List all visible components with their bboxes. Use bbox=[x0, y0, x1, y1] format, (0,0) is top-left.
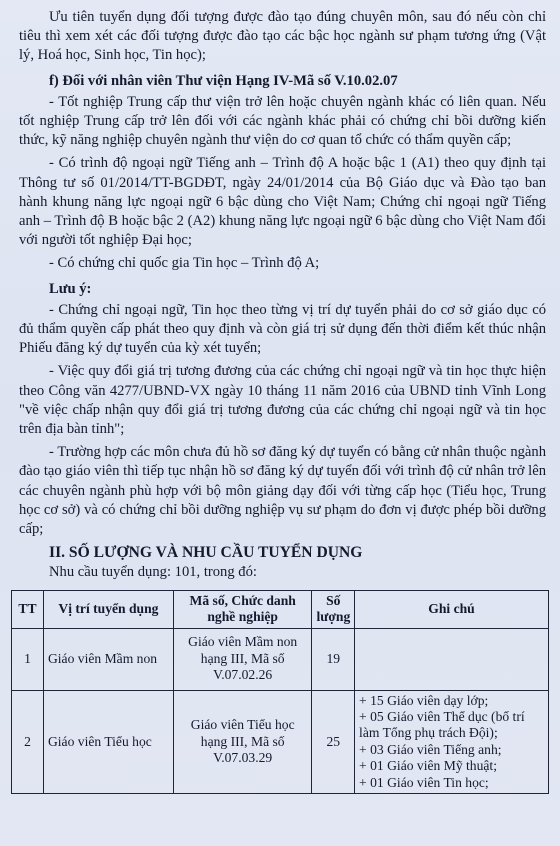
note-line: + 03 Giáo viên Tiếng anh; bbox=[359, 741, 502, 757]
section-heading-quantity: II. SỐ LƯỢNG VÀ NHU CẦU TUYỂN DỤNG bbox=[49, 544, 363, 562]
paragraph-priority: Ưu tiên tuyển dụng đối tượng được đào tạo đúng chuyên môn, sau đó nếu còn chỉ tiêu thì xem xét các đối tượng được đào tạo các bậc học ngành sư phạm tương ứng (Vật lý, Hoá học, Sinh học, Tin học); bbox=[19, 9, 546, 64]
row-quantity: 19 bbox=[312, 628, 355, 690]
row-note bbox=[355, 690, 549, 793]
table-row bbox=[12, 628, 549, 690]
recruitment-table bbox=[11, 590, 549, 794]
note-heading: Lưu ý: bbox=[49, 280, 92, 297]
row-tt: 2 bbox=[12, 690, 44, 793]
recruitment-needs: Nhu cầu tuyển dụng: 101, trong đó: bbox=[49, 564, 257, 581]
paragraph-equivalence: - Việc quy đổi giá trị tương đương của các chứng chỉ ngoại ngữ và tin học thực hiện theo Công văn 4277/UBND-VX ngày 10 tháng 11 năm 2016 của UBND tỉnh Vĩnh Long "về việc chấp nhận quy đổi giá trị tương đương của các chứng chỉ ngoại ngữ và tin học trên địa bàn tỉnh"; bbox=[19, 363, 546, 438]
row-code: Giáo viên Mầm non hạng III, Mã số V.07.02.26 bbox=[173, 628, 312, 690]
row-position: Giáo viên Mầm non bbox=[43, 628, 173, 690]
paragraph-certificate-validity: - Chứng chỉ ngoại ngữ, Tin học theo từng vị trí dự tuyển phải do cơ sở giáo dục có đủ thẩm quyền cấp phát theo quy định và còn giá trị sử dụng đến thời điểm kết thúc nhận Phiếu đăng ký dự tuyển của kỳ xét tuyển; bbox=[19, 301, 546, 357]
row-quantity: 25 bbox=[312, 690, 355, 793]
row-note bbox=[355, 628, 549, 690]
row-tt: 1 bbox=[12, 628, 44, 690]
header-tt: TT bbox=[12, 590, 44, 628]
header-position: Vị trí tuyển dụng bbox=[43, 590, 173, 628]
note-line: + 05 Giáo viên Thể dục (bố trí làm Tổng phụ trách Đội); bbox=[359, 708, 525, 741]
header-quantity: Số lượng bbox=[312, 590, 355, 628]
table-row bbox=[12, 690, 549, 793]
note-line: + 01 Giáo viên Tin học; bbox=[359, 774, 489, 790]
header-code: Mã số, Chức danh nghề nghiệp bbox=[173, 590, 312, 628]
table-header-row bbox=[12, 590, 549, 628]
row-position: Giáo viên Tiểu học bbox=[43, 690, 173, 793]
paragraph-library-degree: - Tốt nghiệp Trung cấp thư viện trở lên hoặc chuyên ngành khác có liên quan. Nếu tốt nghiệp Trung cấp trở lên đối với các ngành khác phải có chứng chỉ bồi dưỡng kiến thức, kỹ năng nghiệp chuyên ngành thư viện do cơ quan tổ chức có thẩm quyền cấp; bbox=[19, 93, 546, 149]
note-line: + 01 Giáo viên Mỹ thuật; bbox=[359, 758, 497, 774]
paragraph-english-requirement: - Có trình độ ngoại ngữ Tiếng anh – Trình độ A hoặc bậc 1 (A1) theo quy định tại Thông tư số 01/2014/TT-BGDĐT, ngày 24/01/2014 của Bộ Giáo dục và Đào tạo ban hành khung năng lực ngoại ngữ 6 bậc dùng cho Việt Nam; Chứng chỉ ngoại ngữ Tiếng anh – Trình độ B hoặc bậc 2 (A2) khung năng lực ngoại ngữ 6 bậc dùng cho Việt Nam đối với người tốt nghiệp Đại học; bbox=[19, 155, 546, 249]
paragraph-insufficient-applicants: - Trường hợp các môn chưa đủ hồ sơ đăng ký dự tuyển có bằng cử nhân thuộc ngành đào tạo giáo viên thì tiếp tục nhận hồ sơ đăng ký dự tuyển đối với trình độ cử nhân trở lên các chuyên ngành phù hợp với bộ môn giảng dạy đối với từng cấp học (Tiểu học, Trung học cơ sở) và có chứng chỉ bồi dưỡng nghiệp vụ sư phạm do đơn vị được phép bồi dưỡng cấp; bbox=[19, 444, 546, 538]
header-note: Ghi chú bbox=[355, 590, 549, 628]
paragraph-it-requirement: - Có chứng chỉ quốc gia Tin học – Trình độ A; bbox=[49, 255, 320, 272]
heading-library-staff: f) Đối với nhân viên Thư viện Hạng IV-Mã số V.10.02.07 bbox=[49, 72, 398, 89]
document-content bbox=[19, 8, 546, 794]
row-code: Giáo viên Tiểu học hạng III, Mã số V.07.03.29 bbox=[173, 690, 312, 793]
note-line: + 15 Giáo viên dạy lớp; bbox=[359, 692, 489, 708]
